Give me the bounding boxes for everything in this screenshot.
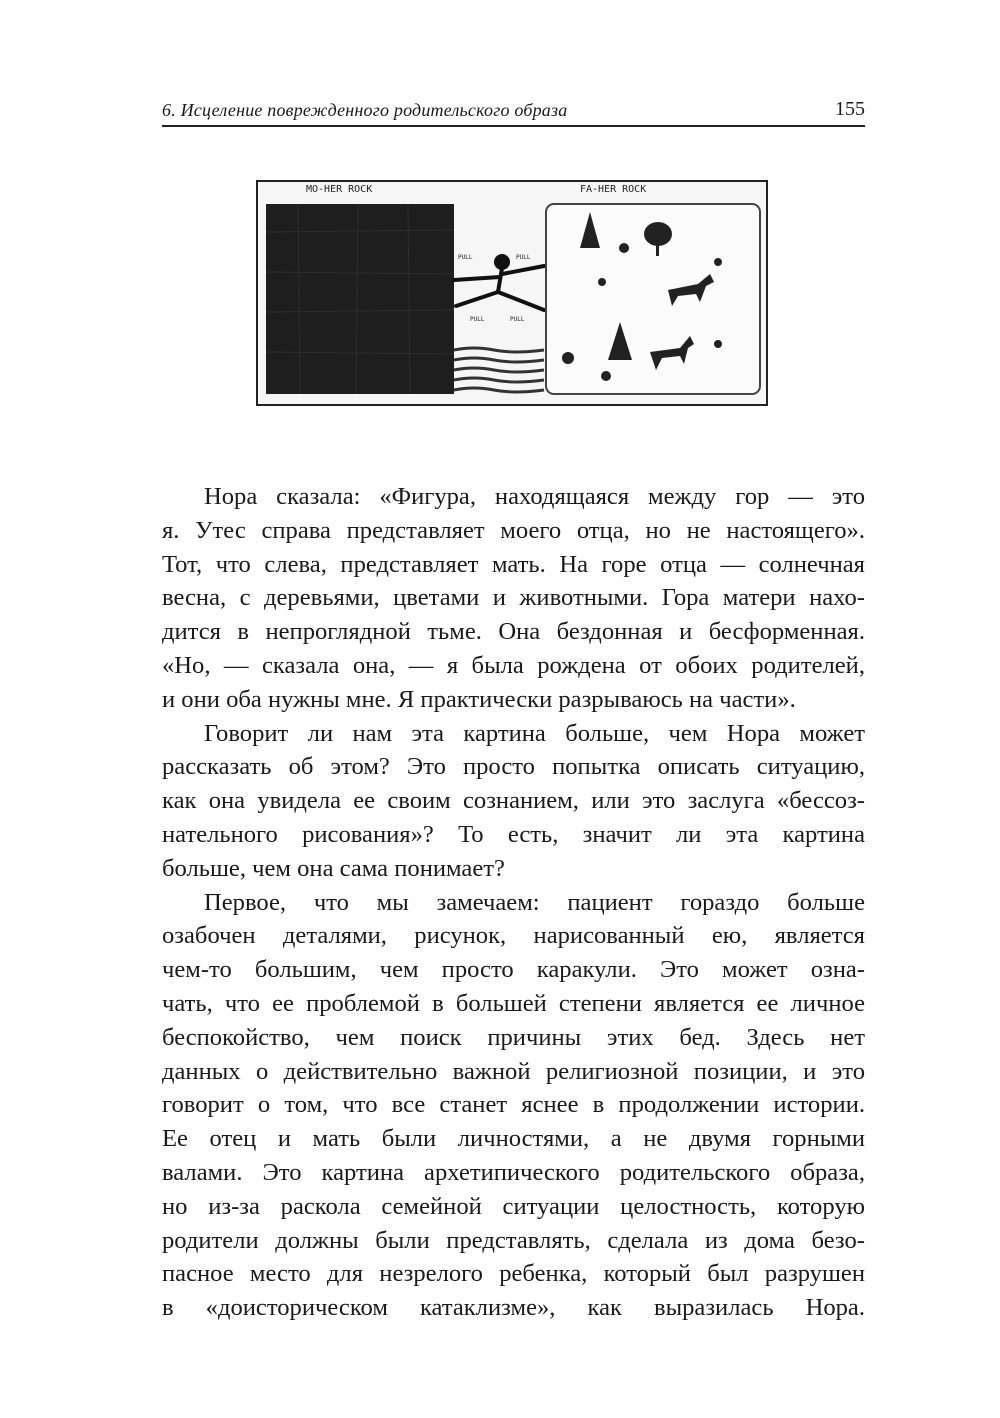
- running-header: [162, 96, 865, 126]
- text-line: рассказать об этом? Это просто попытка описать ситуацию,: [162, 753, 865, 781]
- figure-word: PULL: [458, 254, 473, 261]
- text-line: валами. Это картина архетипического родительского образа,: [162, 1158, 865, 1186]
- text-line: Нора сказала: «Фигура, находящаяся между гор — это: [204, 483, 865, 510]
- header-rule: [162, 125, 865, 127]
- stick-figure: [454, 256, 544, 310]
- text-line: как она увидела ее своим сознанием, или это заслуга «бессоз-: [162, 787, 865, 815]
- water-waves: [454, 348, 544, 392]
- text-line: озабочен деталями, рисунок, нарисованный ею, является: [162, 922, 865, 950]
- text-line: данных о действительно важной религиозной позиции, и это: [162, 1057, 865, 1085]
- figure-word: PULL: [510, 316, 525, 323]
- text-line: нательного рисования»? То есть, значит ли эта картина: [162, 820, 865, 848]
- paragraph: [162, 717, 865, 886]
- father-rock-label: FA-HER ROCK: [580, 184, 647, 195]
- paragraph: [162, 886, 865, 1325]
- figure-word: PULL: [516, 254, 531, 261]
- mother-rock-label: MO-HER ROCK: [306, 184, 373, 195]
- text-line: но из-за раскола семейной ситуации целостность, которую: [162, 1192, 865, 1220]
- text-line: я. Утес справа представляет моего отца, но не настоящего».: [162, 516, 865, 544]
- text-line: беспокойство, чем поиск причины этих бед. Здесь нет: [162, 1023, 865, 1051]
- text-line: Говорит ли нам эта картина больше, чем Нора может: [204, 719, 865, 747]
- figure-word: PULL: [470, 316, 485, 323]
- page-number: 155: [835, 98, 865, 120]
- text-line: больше, чем она сама понимает?: [162, 854, 505, 882]
- text-line: пасное место для незрелого ребенка, который был разрушен: [162, 1260, 865, 1288]
- text-line: весна, с деревьями, цветами и животными. Гора матери нахо-: [162, 584, 865, 612]
- paragraph: [162, 480, 865, 717]
- text-line: Ее отец и мать были личностями, а не двумя горными: [162, 1125, 865, 1153]
- text-line: в «доисторическом катаклизме», как выразилась Нора.: [162, 1294, 865, 1322]
- text-line: «Но, — сказала она, — я была рождена от обоих родителей,: [162, 651, 865, 679]
- text-line: родители должны были представлять, сделала из дома безо-: [162, 1226, 865, 1254]
- text-line: дится в непроглядной тьме. Она бездонная и бесформенная.: [162, 618, 865, 646]
- text-line: чем-то большим, чем просто каракули. Это может озна-: [162, 956, 865, 984]
- text-line: чать, что ее проблемой в большей степени является ее личное: [162, 989, 865, 1017]
- drawing-figure: [256, 180, 768, 406]
- body-text: [162, 480, 865, 1325]
- text-line: и они оба нужны мне. Я практически разрываюсь на части».: [162, 685, 796, 713]
- mother-father-rock-drawing: [258, 182, 768, 406]
- mother-rock: [266, 204, 454, 394]
- text-line: Тот, что слева, представляет мать. На горе отца — солнечная: [162, 550, 865, 578]
- chapter-title: 6. Исцеление поврежденного родительского образа: [162, 100, 568, 120]
- text-line: Первое, что мы замечаем: пациент гораздо больше: [204, 888, 865, 916]
- text-line: говорит о том, что все станет яснее в продолжении истории.: [162, 1091, 865, 1119]
